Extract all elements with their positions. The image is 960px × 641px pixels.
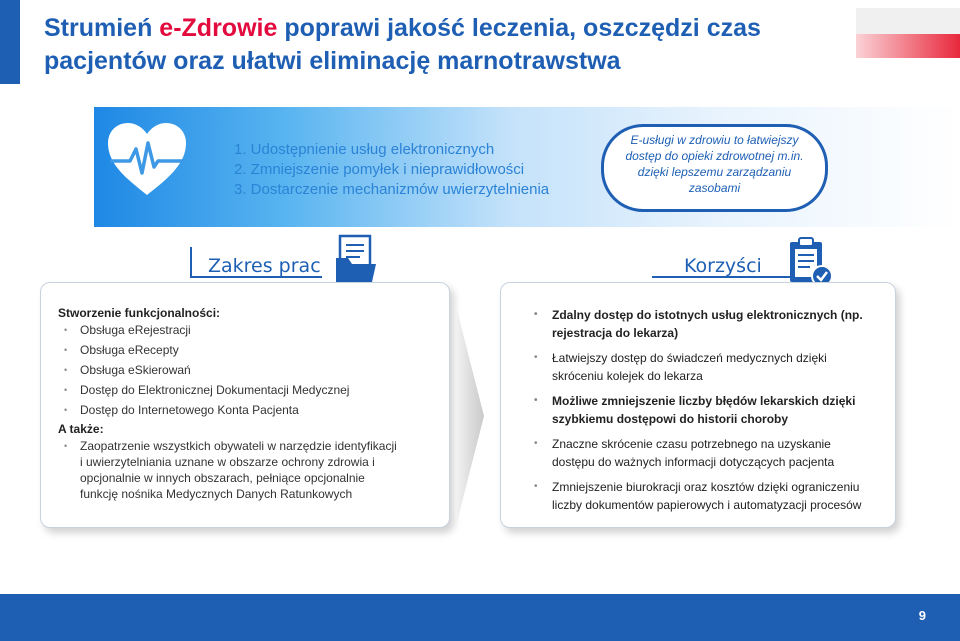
list-item: • Obsługa eRejestracji [62,322,432,338]
also-list [62,438,402,502]
flag-decoration [856,0,960,60]
page-number: 9 [918,608,926,623]
benefits-heading: Korzyści [684,255,762,277]
goal-item: 1. Udostępnienie usług elektronicznych [234,141,495,158]
list-item: • Dostęp do Elektronicznej Dokumentacji Medycznej [62,382,432,398]
list-item: • Znaczne skrócenie czasu potrzebnego na uzyskanie dostępu do ważnych informacji dotyczących pacjenta [532,435,864,471]
benefits-list [532,306,864,521]
list-item: • Zdalny dostęp do istotnych usług elektronicznych (np. rejestracja do lekarza) [532,306,864,342]
flag-red-stripe [856,34,960,58]
chevron-arrow-icon [456,306,486,526]
title-part2: poprawi jakość leczenia, oszczędzi czas pacjentów oraz ułatwi eliminację marnotrawstwa [44,14,761,75]
functional-title: Stworzenie funkcjonalności: [58,306,221,320]
list-item: • Łatwiejszy dostęp do świadczeń medycznych dzięki skróceniu kolejek do lekarza [532,349,864,385]
list-item: • Obsługa eRecepty [62,342,432,358]
footer-bar [0,594,960,641]
functional-list [62,322,432,422]
goal-item: 3. Dostarczenie mechanizmów uwierzytelnienia [234,181,550,198]
list-item: • Zmniejszenie biurokracji oraz kosztów dzięki ograniczeniu liczby dokumentów papierowych i automatyzacji procesów [532,478,864,514]
scope-heading-line-left [190,247,192,277]
goal-item: 2. Zmniejszenie pomyłek i nieprawidłowości [234,161,525,178]
list-item: • Obsługa eSkierowań [62,362,432,378]
scope-heading: Zakres prac [208,255,321,277]
flag-white-stripe [856,8,960,34]
goals-banner [94,107,960,227]
title-highlight: e-Zdrowie [159,14,278,42]
bubble-text: E-usługi w zdrowiu to łatwiejszy dostęp do opieki zdrowotnej m.in. dzięki lepszemu zarządzaniu zasobami [625,133,804,195]
list-item: • Dostęp do Internetowego Konta Pacjenta [62,402,432,418]
folder-document-icon [334,234,378,284]
heart-icon [104,119,190,199]
goals-list [234,140,549,200]
clipboard-check-icon [788,236,834,288]
left-accent-bar [0,0,20,84]
benefit-bubble [601,124,828,212]
list-item: • Możliwe zmniejszenie liczby błędów lekarskich dzięki szybkiemu dostępowi do historii choroby [532,392,864,428]
also-title: A także: [58,422,104,436]
list-item: • Zaopatrzenie wszystkich obywateli w narzędzie identyfikacji i uwierzytelniania uznane w obszarze ochrony zdrowia i opcjonalnie w innych obszarach, pełniące opcjonalnie funkcję nośnika Medycznych Danych Ratunkowych [62,438,402,502]
title-part1: Strumień [44,14,160,42]
page-title [44,12,824,78]
